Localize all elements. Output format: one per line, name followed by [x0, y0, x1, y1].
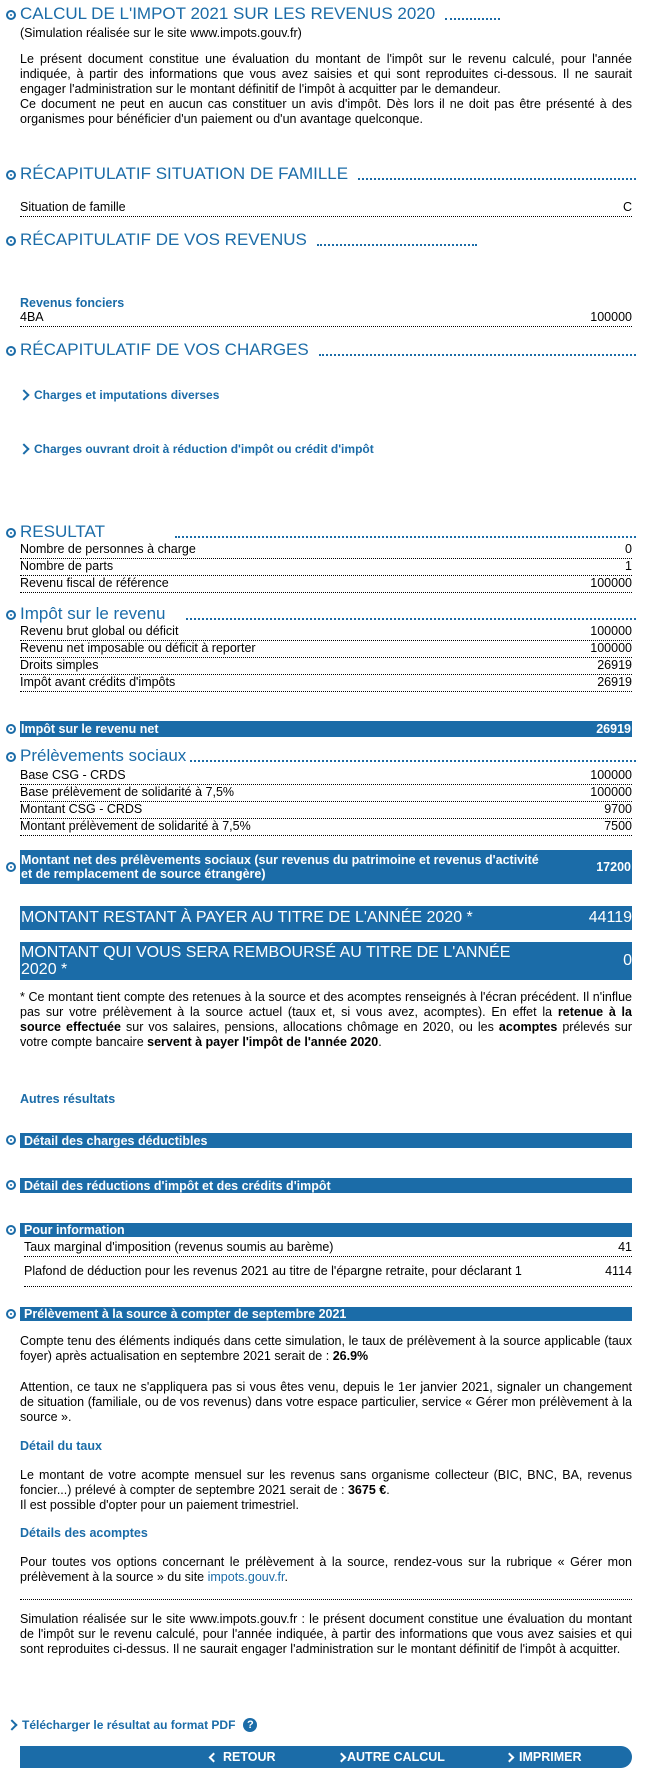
prelevements-net-bar: Montant net des prélèvements sociaux (sur revenus du patrimoine et revenus d'activité et de remplacement de source étrangère) 17200 [20, 850, 632, 884]
chevron-right-icon [337, 1752, 347, 1762]
section-resultat-title: RESULTAT [6, 522, 636, 542]
section-bullet-icon [6, 170, 16, 180]
section-bullet-icon [6, 528, 16, 538]
detail-reductions-bar[interactable]: Détail des réductions d'impôt et des crédits d'impôt [20, 1178, 632, 1193]
row-impot-avant-credits: Impôt avant crédits d'impôts 26919 [20, 675, 632, 692]
detail-charges-bar[interactable]: Détail des charges déductibles [20, 1133, 632, 1148]
chevron-right-icon [6, 1719, 17, 1730]
row-montant-solidarite: Montant prélèvement de solidarité à 7,5% 7500 [20, 819, 632, 836]
section-bullet-icon [6, 10, 16, 20]
chevron-right-icon [505, 1752, 515, 1762]
revenus-fonciers-heading: Revenus fonciers [20, 296, 125, 310]
autre-calcul-button[interactable]: AUTRE CALCUL [338, 1750, 445, 1764]
row-nombre-parts: Nombre de parts 1 [20, 559, 632, 576]
section-bullet-icon [6, 752, 16, 762]
impot-net-bar: Impôt sur le revenu net 26919 [21, 722, 631, 736]
section-bullet-icon [6, 1135, 16, 1145]
section-bullet-icon [6, 610, 16, 620]
section-bullet-icon [6, 1180, 16, 1190]
section-bullet-icon [6, 724, 16, 734]
row-base-csg: Base CSG - CRDS 100000 [20, 768, 632, 785]
chevron-right-icon [18, 443, 29, 454]
section-bullet-icon [6, 236, 16, 246]
row-personnes-charge: Nombre de personnes à charge 0 [20, 542, 632, 559]
footer-paragraph: Simulation réalisée sur le site www.impots.gouv.fr : le présent document constitue une évaluation du montant de l'impôt sur le revenu calculé, pour l'année indiquée, à partir des informations que vous avez saisies et qui sont reproduites ci-dessus. Il ne saurait engager l'administration sur le montant définitif de l'impôt à acquitter. [20, 1612, 632, 1656]
charges-reduction-link[interactable]: Charges ouvrant droit à réduction d'impôt ou crédit d'impôt [20, 442, 374, 456]
main-title: CALCUL DE L'IMPOT 2021 SUR LES REVENUS 2020 [6, 4, 636, 24]
autres-resultats-heading: Autres résultats [20, 1092, 116, 1106]
detail-acomptes-paragraph: Pour toutes vos options concernant le prélèvement à la source, rendez-vous sur la rubrique « Gérer mon prélèvement à la source » du site impots.gouv.fr. [20, 1555, 632, 1584]
charges-imputations-link[interactable]: Charges et imputations diverses [20, 388, 219, 402]
montant-a-payer-bar: MONTANT RESTANT À PAYER AU TITRE DE L'ANNÉE 2020 * 44119 [20, 906, 632, 930]
pas-bar: Prélèvement à la source à compter de septembre 2021 [20, 1307, 632, 1321]
note-paragraph: * Ce montant tient compte des retenues à la source et des acomptes renseignés à l'écran précédent. Il n'influe pas sur votre prélèvement à la source actuel (taux et, si vous avez, acomptes). En effet la retenue à la source effectuée sur vos salaires, pensions, allocations chômage en 2020, ou les acomptes prélevés sur votre compte bancaire servent à payer l'impôt de l'année 2020. [20, 990, 632, 1049]
row-revenu-net: Revenu net imposable ou déficit à reporter 100000 [20, 641, 632, 658]
row-base-solidarite: Base prélèvement de solidarité à 7,5% 100000 [20, 785, 632, 802]
row-revenu-fiscal: Revenu fiscal de référence 100000 [20, 576, 632, 593]
row-droits-simples: Droits simples 26919 [20, 658, 632, 675]
detail-taux-paragraph: Le montant de votre acompte mensuel sur les revenus sans organisme collecteur (BIC, BNC, BA, revenus foncier...) prélevé à compter de septembre 2021 serait de : 3675 €. Il est possible d'opter pour un paiement trimestriel. [20, 1468, 632, 1512]
chevron-left-icon [209, 1752, 219, 1762]
section-revenus-title: RÉCAPITULATIF DE VOS REVENUS [6, 230, 636, 250]
section-bullet-icon [6, 346, 16, 356]
section-prelevements-title: Prélèvements sociaux [6, 746, 636, 766]
section-famille-title: RÉCAPITULATIF SITUATION DE FAMILLE [6, 164, 636, 184]
bottom-navigation [20, 1746, 632, 1768]
section-bullet-icon [6, 1225, 16, 1235]
pas-paragraph-attention: Attention, ce taux ne s'appliquera pas si vous êtes venu, depuis le 1er janvier 2021, signaler un changement de situation (familiale, ou de vos revenus) dans votre espace particulier, service « Gérer mon prélèvement à la source ». [20, 1380, 632, 1424]
section-bullet-icon [6, 862, 16, 872]
intro-paragraph: Le présent document constitue une évaluation du montant de l'impôt sur le revenu calculé, pour l'année indiquée, à partir des informations que vous avez saisies et qui sont reproduites ci-dessous. Il ne saurait engager l'administration sur le montant définitif de l'impôt à acquitter par le demandeur. Ce document ne peut en aucun cas constituer un avis d'impôt. Dès lors il ne doit pas être présenté à des organismes pour bénéficier d'un paiement ou d'un avantage quelconque. [20, 52, 632, 126]
detail-taux-heading: Détail du taux [20, 1439, 102, 1453]
row-taux-marginal: Taux marginal d'imposition (revenus soumis au barème) 41 [24, 1240, 632, 1257]
divider [20, 1599, 632, 1600]
help-icon[interactable]: ? [243, 1718, 257, 1732]
pas-paragraph-taux: Compte tenu des éléments indiqués dans cette simulation, le taux de prélèvement à la source applicable (taux foyer) après actualisation en septembre 2021 serait de : 26.9% [20, 1334, 632, 1363]
chevron-right-icon [18, 389, 29, 400]
row-4ba: 4BA 100000 [20, 310, 632, 327]
section-bullet-icon [6, 1309, 16, 1319]
detail-acomptes-heading: Détails des acomptes [20, 1526, 148, 1540]
pour-information-bar: Pour information [20, 1223, 632, 1237]
imprimer-button[interactable]: IMPRIMER [506, 1750, 582, 1764]
telecharger-pdf-link[interactable]: Télécharger le résultat au format PDF ? [8, 1718, 257, 1732]
subtitle: (Simulation réalisée sur le site www.impots.gouv.fr) [20, 26, 302, 40]
row-plafond-deduction: Plafond de déduction pour les revenus 2021 au titre de l'épargne retraite, pour déclarant 1 4114 [24, 1256, 632, 1287]
retour-button[interactable]: RETOUR [210, 1750, 276, 1764]
montant-rembourse-bar: MONTANT QUI VOUS SERA REMBOURSÉ AU TITRE DE L'ANNÉE 2020 * 0 [21, 944, 632, 978]
impots-gouv-link[interactable]: impots.gouv.fr [207, 1570, 285, 1584]
row-montant-csg: Montant CSG - CRDS 9700 [20, 802, 632, 819]
row-revenu-brut: Revenu brut global ou déficit 100000 [20, 624, 632, 641]
section-charges-title: RÉCAPITULATIF DE VOS CHARGES [6, 340, 636, 360]
row-situation-famille: Situation de famille C [20, 200, 632, 217]
section-impot-title: Impôt sur le revenu [6, 604, 636, 624]
